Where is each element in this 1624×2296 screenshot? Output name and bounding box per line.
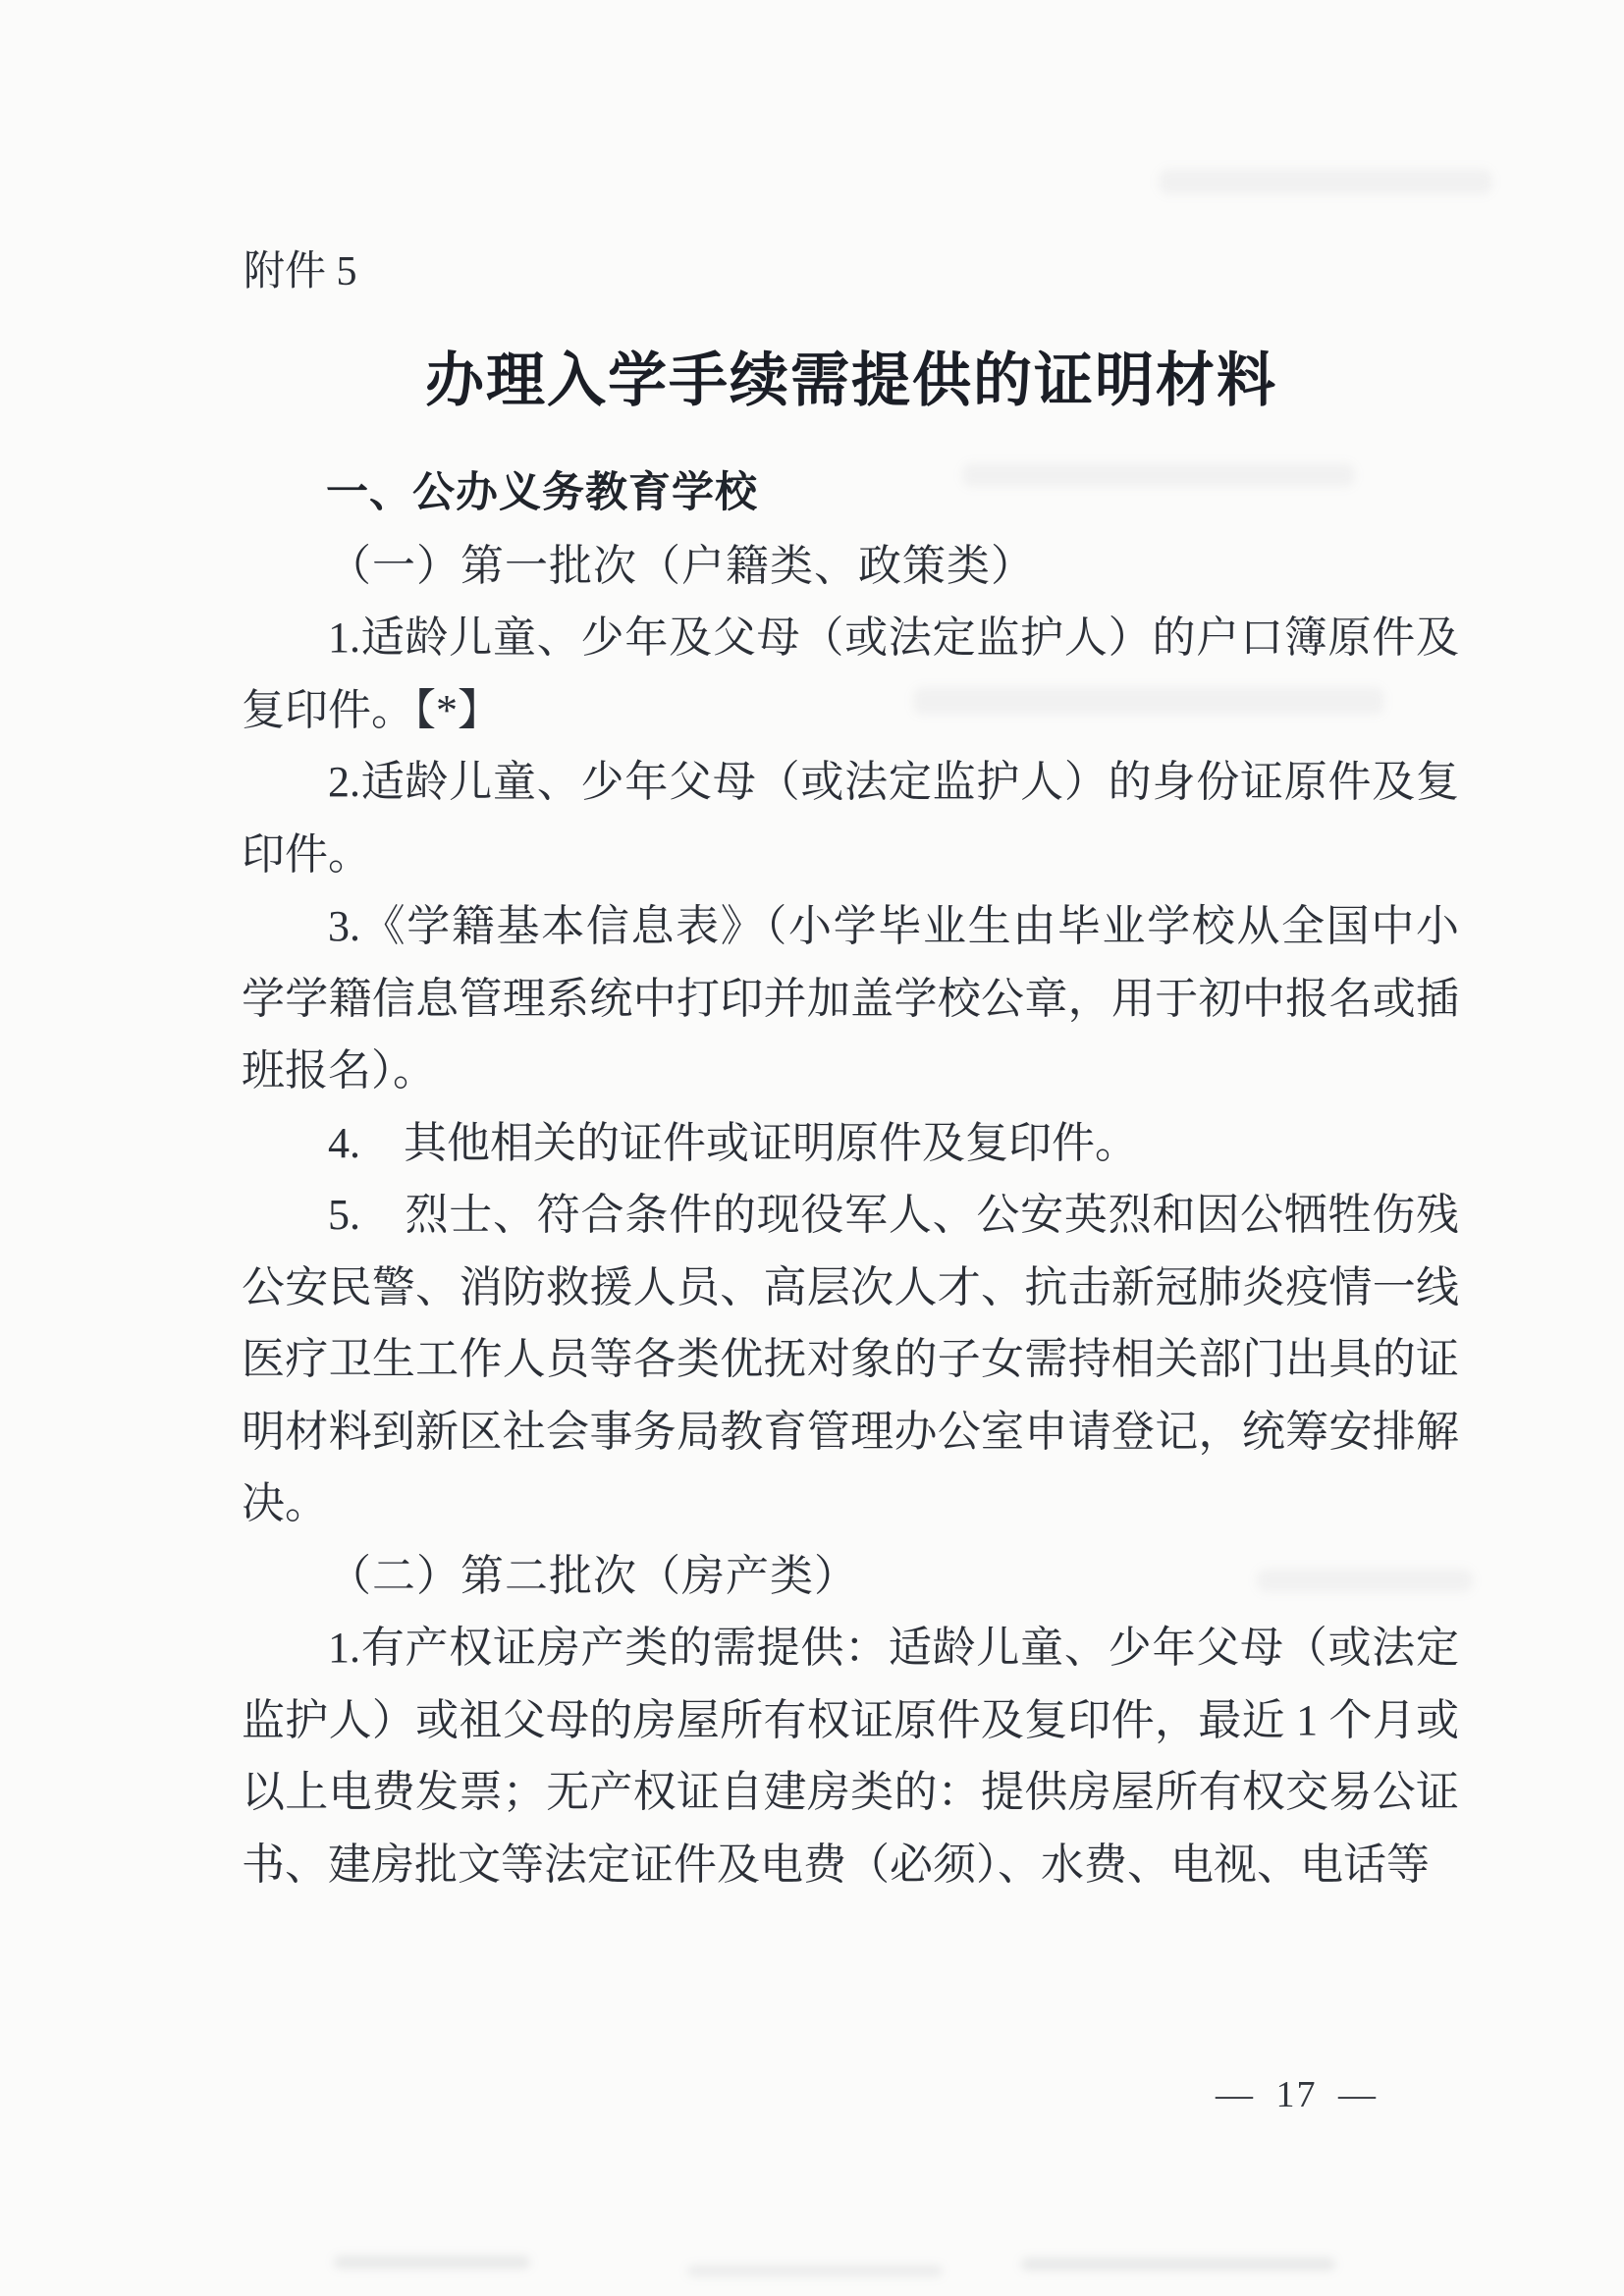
page-number: — 17 —	[1216, 2074, 1378, 2115]
section-heading-public-schools: 一、公办义务教育学校	[326, 469, 758, 516]
list-item-other-certificates: 4. 其他相关的证件或证明原件及复印件。	[328, 1118, 1138, 1167]
page-title: 办理入学手续需提供的证明材料	[425, 348, 1277, 413]
subsection-heading-second-batch: （二）第二批次（房产类）	[328, 1551, 858, 1600]
list-item-student-status-form: 3.《学籍基本信息表》（小学毕业生由毕业学校从全国中小学学籍信息管理系统中打印并加盖学校公章，用于初中报名或插班报名）。	[242, 902, 1459, 1095]
document-body	[242, 457, 1459, 1900]
scan-artifact	[1021, 2258, 1335, 2270]
scan-artifact	[687, 2266, 943, 2276]
list-item-hukou: 1.适龄儿童、少年及父母（或法定监护人）的户口簿原件及复印件。【*】	[242, 614, 1459, 734]
scan-artifact	[334, 2256, 530, 2269]
list-item-property: 1.有产权证房产类的需提供：适龄儿童、少年父母（或法定监护人）或祖父母的房屋所有权证原件及复印件，最近 1 个月或以上电费发票；无产权证自建房类的：提供房屋所有权交易公证书、建房批文等法定证件及电费（必须）、水费、电视、电话等	[242, 1624, 1459, 1889]
subsection-heading-first-batch: （一）第一批次（户籍类、政策类）	[328, 541, 1035, 590]
attachment-label: 附件 5	[244, 249, 357, 294]
list-item-id-card: 2.适龄儿童、少年父母（或法定监护人）的身份证原件及复印件。	[242, 758, 1459, 879]
list-item-special-groups: 5. 烈士、符合条件的现役军人、公安英烈和因公牺牲伤残公安民警、消防救援人员、高层次人才、抗击新冠肺炎疫情一线医疗卫生工作人员等各类优抚对象的子女需持相关部门出具的证明材料到新区社会事务局教育管理办公室申请登记，统筹安排解决。	[242, 1191, 1459, 1527]
scan-artifact	[1159, 169, 1492, 194]
